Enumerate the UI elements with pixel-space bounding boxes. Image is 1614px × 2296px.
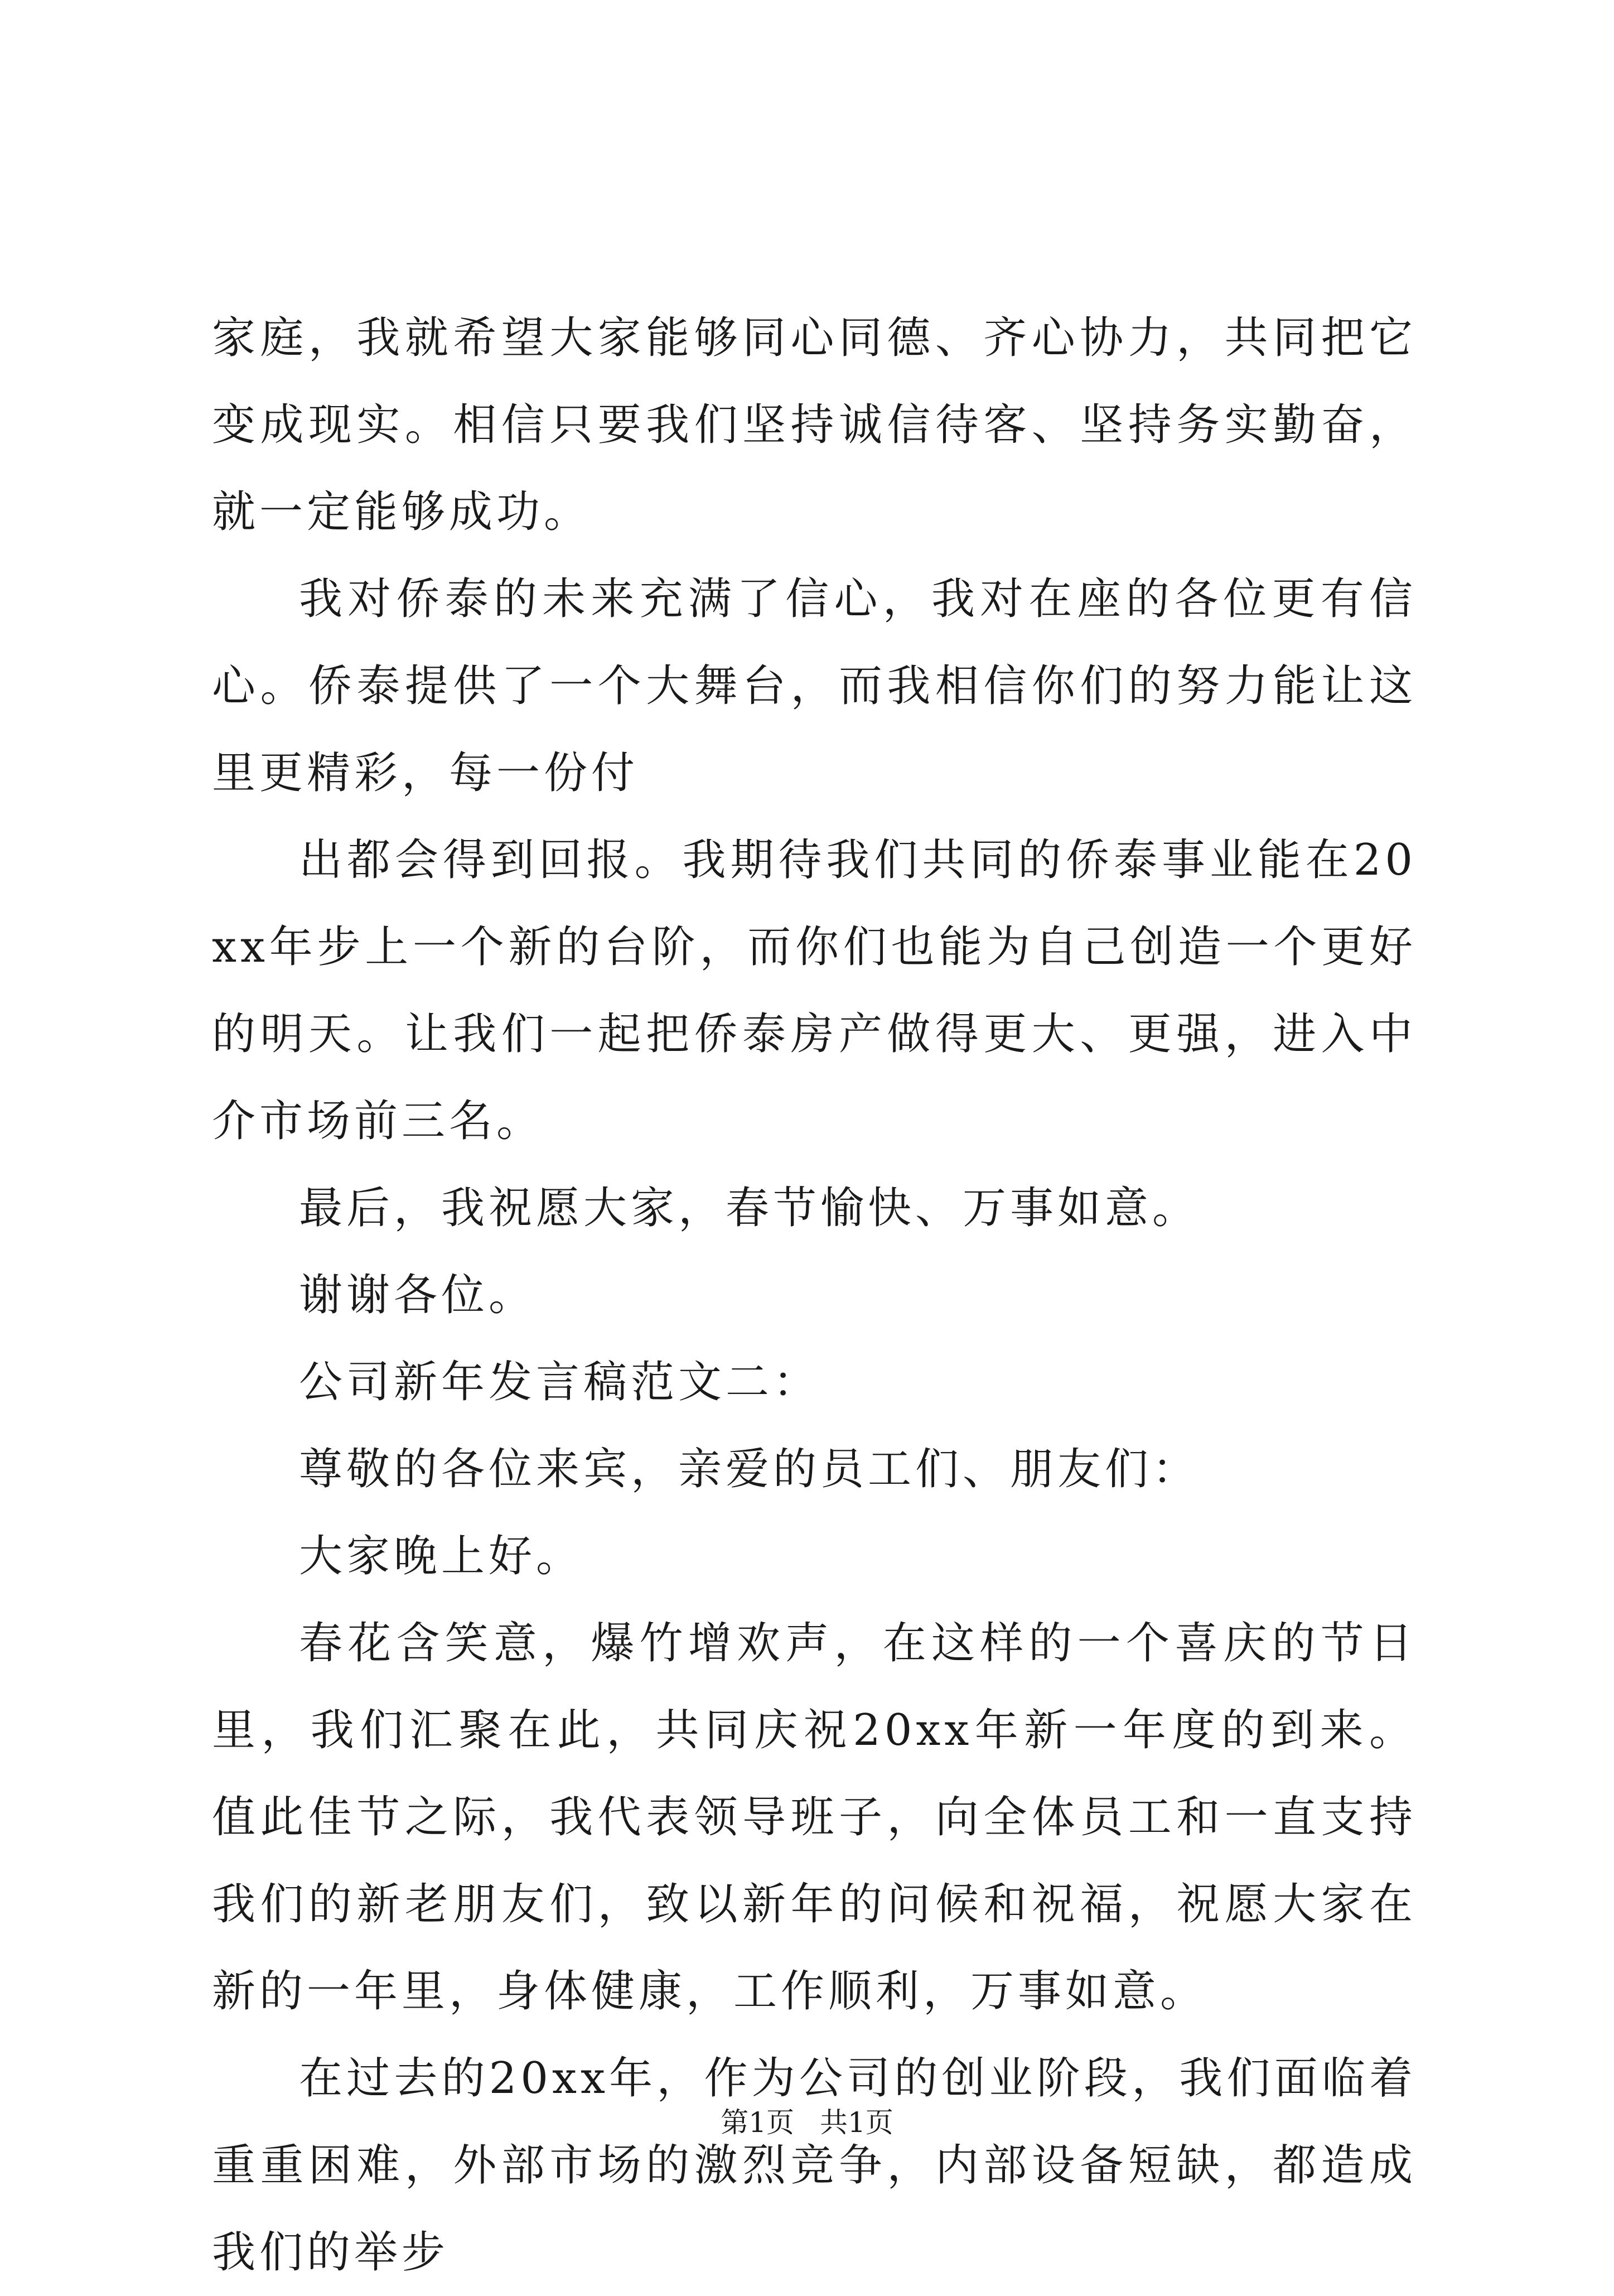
document-body bbox=[212, 295, 1417, 2296]
paragraph: 公司新年发言稿范文二： bbox=[299, 1357, 821, 1407]
paragraph: 最后，我祝愿大家，春节愉快、万事如意。 bbox=[299, 1183, 1200, 1233]
paragraph: 出都会得到回报。我期待我们共同的侨泰事业能在20xx年步上一个新的台阶，而你们也能为自己创造一个更好的明天。让我们一起把侨泰房产做得更大、更强，进入中介市场前三名。 bbox=[212, 835, 1417, 1146]
page-footer bbox=[0, 2103, 1614, 2142]
page-number-total: 共1页 bbox=[819, 2106, 893, 2139]
paragraph: 春花含笑意，爆竹增欢声，在这样的一个喜庆的节日里，我们汇聚在此，共同庆祝20xx年新一年度的到来。值此佳节之际，我代表领导班子，向全体员工和一直支持我们的新老朋友们，致以新年的问候和祝福，祝愿大家在新的一年里，身体健康，工作顺利，万事如意。 bbox=[212, 1618, 1417, 2017]
paragraph: 尊敬的各位来宾，亲爱的员工们、朋友们： bbox=[299, 1444, 1200, 1494]
paragraph: 我对侨泰的未来充满了信心，我对在座的各位更有信心。侨泰提供了一个大舞台，而我相信你们的努力能让这里更精彩，每一份付 bbox=[212, 574, 1417, 798]
paragraph: 家庭，我就希望大家能够同心同德、齐心协力，共同把它变成现实。相信只要我们坚持诚信待客、坚持务实勤奋，就一定能够成功。 bbox=[212, 313, 1417, 537]
paragraph: 大家晚上好。 bbox=[299, 1531, 584, 1581]
paragraph: 谢谢各位。 bbox=[299, 1270, 537, 1320]
paragraph: 在过去的20xx年，作为公司的创业阶段，我们面临着重重困难，外部市场的激烈竞争，内部设备短缺，都造成我们的举步 bbox=[212, 2053, 1417, 2278]
page-number-current: 第1页 bbox=[721, 2106, 795, 2139]
